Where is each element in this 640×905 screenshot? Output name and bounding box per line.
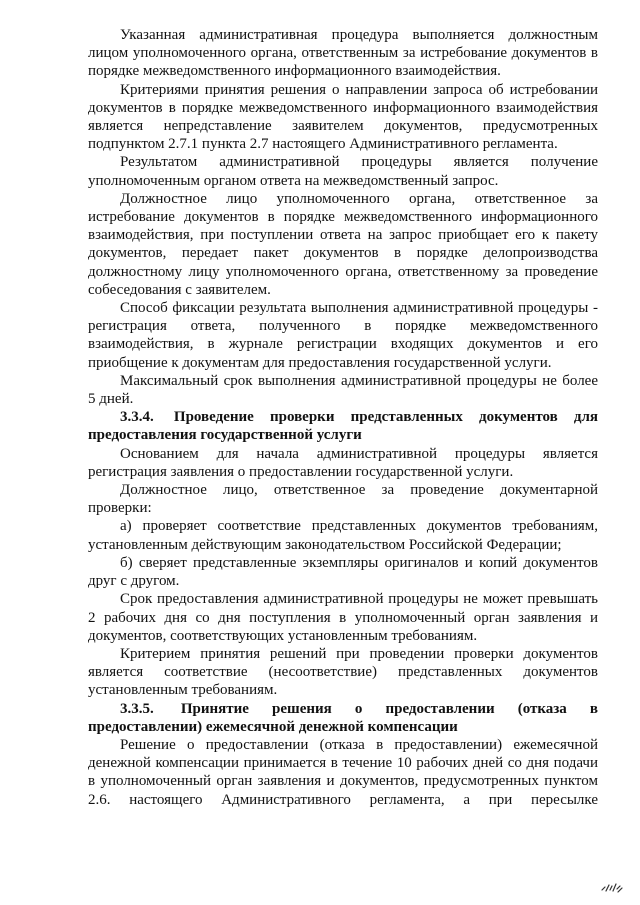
paragraph-criteria-request: Критериями принятия решения о направлении запроса об истребовании документов в порядке межведомственного информационного взаимодействия является непредставление заявителем документов, предусмотренных подпунктом 2.7.1 пункта 2.7 настоящего Административного регламента. xyxy=(88,81,598,153)
paragraph-result: Результатом административной процедуры является получение уполномоченным органом ответа на межведомственный запрос. xyxy=(88,154,598,189)
paragraph-executor: Указанная административная процедура выполняется должностным лицом уполномоченного органа, ответственным за истребование документов в порядке межведомственного информационного взаимодействия. xyxy=(88,27,598,80)
paragraph-official-check: Должностное лицо, ответственное за проведение документарной проверки: xyxy=(88,482,598,517)
scan-mark-icon xyxy=(600,880,624,894)
section-heading-3-3-4 xyxy=(88,408,598,444)
section-title: Проведение проверки представленных документов для предоставления государственной услуги xyxy=(88,409,599,444)
section-heading-3-3-5 xyxy=(88,700,598,736)
paragraph-official-actions: Должностное лицо уполномоченного органа, ответственное за истребование документов в порядке межведомственного информационного взаимодействия, при поступлении ответа на запрос приобщает его к пакету документов, передает пакет документов в порядке делопроизводства должностному лицу уполномоченного органа, ответственному за проведение собеседования с заявителем. xyxy=(88,190,598,298)
paragraph-term: Срок предоставления административной процедуры не может превышать 2 рабочих дня со дня поступления в уполномоченный орган заявления и документов, соответствующих установленным требованиям. xyxy=(88,591,598,644)
section-number: 3.3.5. xyxy=(120,700,154,717)
document-page xyxy=(88,26,598,809)
paragraph-basis: Основанием для начала административной процедуры является регистрация заявления о предоставлении государственной услуги. xyxy=(88,445,598,480)
paragraph-decision: Решение о предоставлении (отказа в предоставлении) ежемесячной денежной компенсации принимается в течение 10 рабочих дней со дня подачи в уполномоченный орган заявления и документов, предусмотренных пунктом 2.6. настоящего Административного регламента, а при пересылке xyxy=(88,736,598,808)
section-number: 3.3.4. xyxy=(120,409,154,426)
paragraph-check-criteria: Критерием принятия решений при проведении проверки документов является соответствие (несоответствие) представленных документов установленным требованиям. xyxy=(88,645,598,699)
section-title: Принятие решения о предоставлении (отказа в предоставлении) ежемесячной денежной компенсации xyxy=(88,700,599,735)
paragraph-max-term: Максимальный срок выполнения административной процедуры не более 5 дней. xyxy=(88,372,598,408)
paragraph-item-a: а) проверяет соответствие представленных документов требованиям, установленным действующим законодательством Российской Федерации; xyxy=(88,518,598,553)
paragraph-fixation-method: Способ фиксации результата выполнения административной процедуры - регистрация ответа, полученного в порядке межведомственного взаимодействия, в журнале регистрации входящих документов и его приобщение к документам для предоставления государственной услуги. xyxy=(88,300,598,371)
paragraph-item-b: б) сверяет представленные экземпляры оригиналов и копий документов друг с другом. xyxy=(88,554,598,590)
